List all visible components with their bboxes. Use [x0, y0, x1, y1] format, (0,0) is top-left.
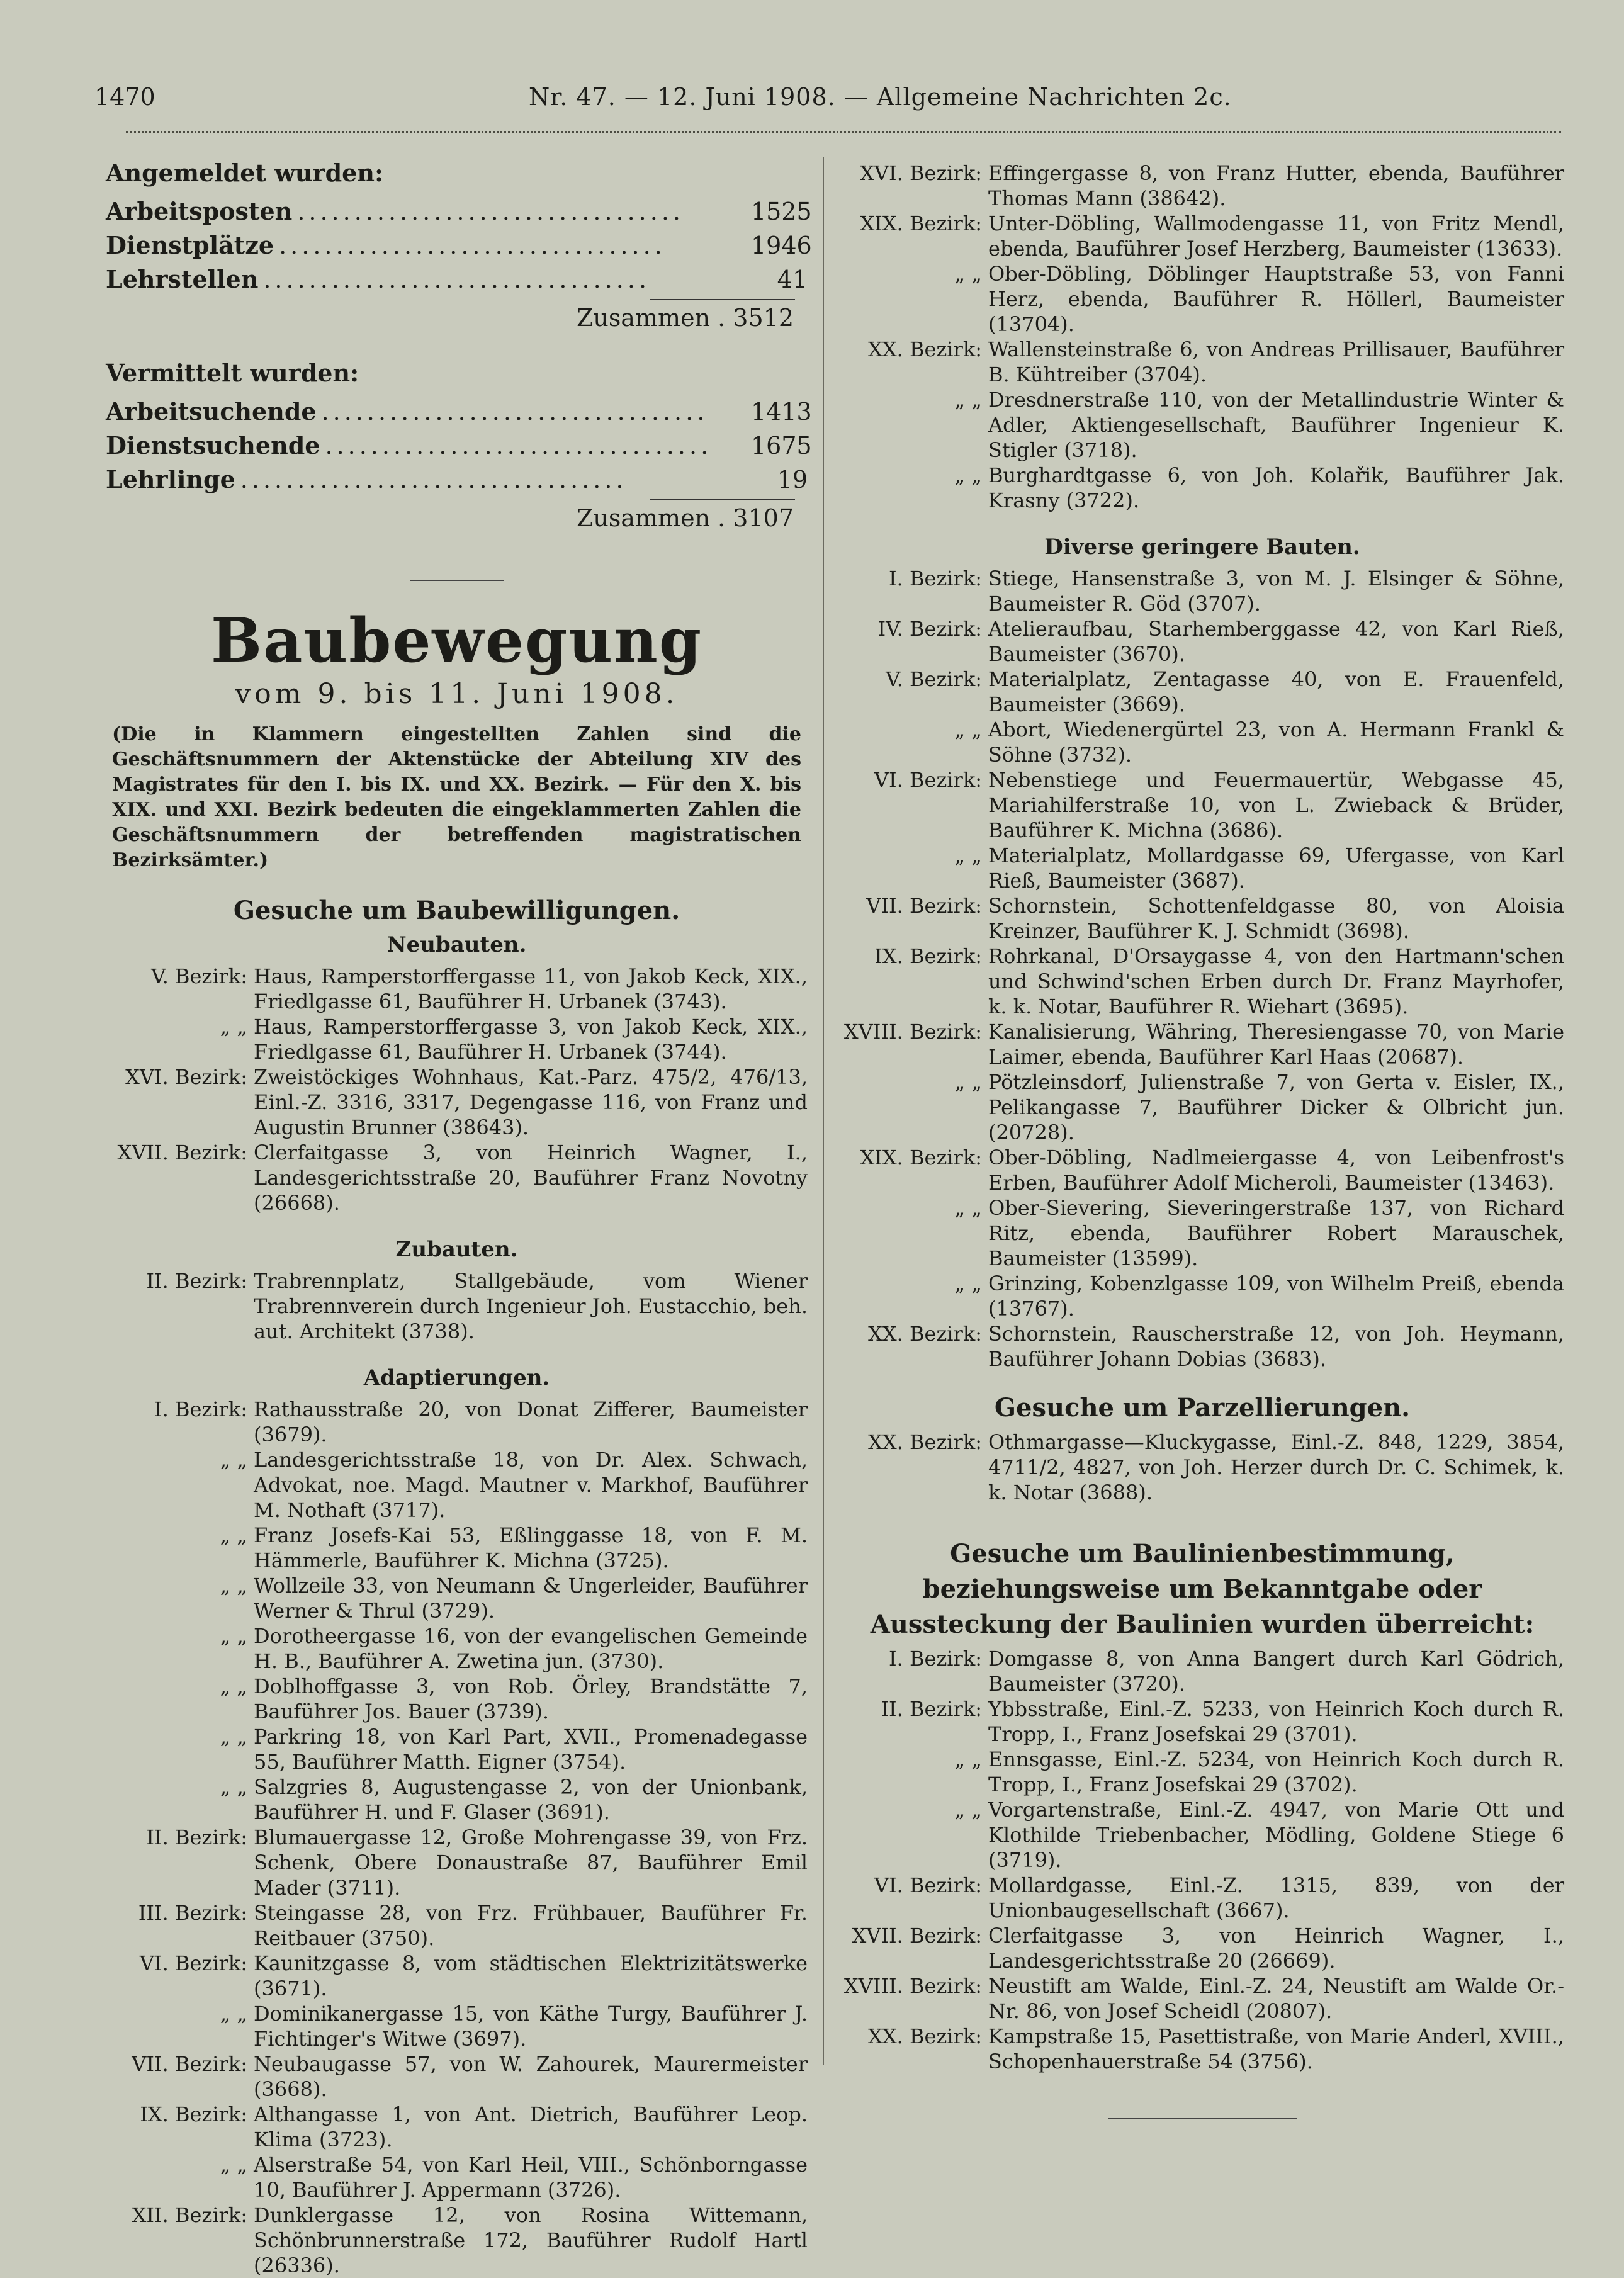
district-label: V. Bezirk:	[886, 667, 982, 691]
list-entry	[840, 1973, 1564, 2024]
district-label: IV. Bezirk:	[877, 617, 982, 641]
entry-text: Nebenstiege und Feuermauertür, Webgasse 45, Mariahilferstraße 10, von L. Zwieback & Brüder, Bauführer K. Michna (3686).	[988, 768, 1564, 842]
diverse-list	[840, 566, 1564, 1372]
entry-text: Rathausstraße 20, von Donat Zifferer, Baumeister (3679).	[254, 1397, 808, 1446]
leader-dots: ..................................	[263, 266, 651, 293]
district-label: „ „	[954, 1272, 982, 1295]
end-rule	[1108, 2118, 1297, 2119]
entry-text: Schornstein, Rauscherstraße 12, von Joh. Heymann, Bauführer Johann Dobias (3683).	[988, 1322, 1564, 1371]
district-label: XVI. Bezirk:	[860, 161, 982, 185]
list-entry	[840, 1069, 1564, 1145]
stat-row	[106, 228, 812, 262]
district-label: VII. Bezirk:	[132, 2052, 247, 2076]
district-label: XVII. Bezirk:	[852, 1924, 982, 1948]
section-heading: Gesuche um Baubewilligungen.	[233, 896, 680, 925]
entry-text: Vorgartenstraße, Einl.-Z. 4947, von Marie Ott und Klothilde Triebenbacher, Mödling, Goldene Stiege 6 (3719).	[988, 1798, 1564, 1872]
list-entry	[840, 944, 1564, 1019]
list-entry	[106, 1268, 808, 1344]
district-label: XX. Bezirk:	[868, 337, 982, 361]
leader-dots: ..................................	[279, 232, 666, 259]
list-entry	[840, 566, 1564, 616]
zubauten-list	[106, 1268, 808, 1344]
district-label: I. Bezirk:	[889, 1647, 982, 1671]
entry-text: Rohrkanal, D'Orsaygasse 4, von den Hartmann'schen und Schwind'schen Erben durch Dr. Franz Mayrhofer, k. k. Notar, Bauführer R. Wiehart (3695).	[988, 944, 1564, 1018]
district-label: III. Bezirk:	[138, 1901, 247, 1925]
adaptierungen-list	[106, 1397, 808, 2278]
section-heading: Gesuche um Baulinienbestimmung, beziehungsweise um Bekanntgabe oder Aussteckung der Baulinien wurden überreicht:	[870, 1539, 1535, 1639]
district-label: „ „	[220, 1725, 247, 1749]
list-entry	[840, 463, 1564, 513]
district-label: IX. Bezirk:	[140, 2102, 247, 2126]
list-entry	[840, 667, 1564, 717]
entry-text: Materialplatz, Mollardgasse 69, Ufergasse, von Karl Rieß, Baumeister (3687).	[988, 843, 1564, 893]
district-label: XVIII. Bezirk:	[843, 1020, 982, 1044]
stat-label: Arbeitsposten	[106, 197, 293, 225]
neubauten-list	[106, 964, 808, 1215]
stat-label: Lehrstellen	[106, 265, 259, 293]
list-entry	[840, 717, 1564, 767]
district-label: V. Bezirk:	[151, 964, 247, 988]
page-header	[94, 83, 1561, 121]
district-label: „ „	[954, 1798, 982, 1822]
entry-text: Domgasse 8, von Anna Bangert durch Karl Gödrich, Baumeister (3720).	[988, 1647, 1564, 1696]
entry-text: Kanalisierung, Währing, Theresiengasse 70, von Marie Laimer, ebenda, Bauführer Karl Haas (20687).	[988, 1020, 1564, 1069]
stat-label: Arbeitsuchende	[106, 397, 317, 426]
entry-text: Neubaugasse 57, von W. Zahourek, Maurermeister (3668).	[254, 2052, 808, 2101]
entry-text: Ennsgasse, Einl.-Z. 5234, von Heinrich Koch durch R. Tropp, I., Franz Josefskai 29 (3702).	[988, 1747, 1564, 1796]
district-label: XIX. Bezirk:	[860, 1146, 982, 1170]
leader-dots: ..................................	[240, 466, 628, 493]
district-label: IX. Bezirk:	[874, 944, 982, 968]
registered-heading: Angemeldet wurden:	[106, 159, 383, 187]
district-label: „ „	[220, 1624, 247, 1648]
entry-text: Burghardtgasse 6, von Joh. Kolařik, Bauführer Jak. Krasny (3722).	[988, 463, 1564, 512]
list-entry	[840, 1873, 1564, 1923]
stat-value: 41	[777, 266, 808, 293]
entry-text: Haus, Ramperstorffergasse 11, von Jakob Keck, XIX., Friedlgasse 61, Bauführer H. Urbanek (3743).	[254, 964, 808, 1013]
district-label: VII. Bezirk:	[866, 894, 982, 918]
entry-text: Haus, Ramperstorffergasse 3, von Jakob Keck, XIX., Friedlgasse 61, Bauführer H. Urbanek (3744).	[254, 1015, 808, 1064]
district-label: VI. Bezirk:	[874, 1873, 982, 1897]
running-title: Nr. 47. — 12. Juni 1908. — Allgemeine Nachrichten 2c.	[529, 83, 1232, 111]
district-label: „ „	[954, 262, 982, 286]
adaptierungen-list-continued	[840, 161, 1564, 513]
entry-text: Blumauergasse 12, Große Mohrengasse 39, von Frz. Schenk, Obere Donaustraße 87, Bauführer Emil Mader (3711).	[254, 1825, 808, 1900]
list-entry	[840, 337, 1564, 387]
article-subtitle: vom 9. bis 11. Juni 1908.	[235, 678, 679, 710]
list-entry	[840, 1195, 1564, 1271]
entry-text: Ybbsstraße, Einl.-Z. 5233, von Heinrich Koch durch R. Tropp, I., Franz Josefskai 29 (3701).	[988, 1697, 1564, 1746]
section-rule	[410, 580, 504, 581]
stat-row	[106, 262, 808, 296]
subsection-heading: Adaptierungen.	[363, 1365, 550, 1390]
list-entry	[840, 1797, 1564, 1873]
list-entry	[840, 616, 1564, 667]
list-entry	[840, 843, 1564, 893]
list-entry	[106, 1064, 808, 1140]
entry-text: Parkring 18, von Karl Part, XVII., Promenadegasse 55, Bauführer Matth. Eigner (3754).	[254, 1725, 808, 1774]
entry-text: Salzgries 8, Augustengasse 2, von der Unionbank, Bauführer H. und F. Glaser (3691).	[254, 1775, 808, 1824]
district-label: XIX. Bezirk:	[860, 211, 982, 235]
entry-text: Stiege, Hansenstraße 3, von M. J. Elsinger & Söhne, Baumeister R. Göd (3707).	[988, 567, 1564, 616]
list-entry	[106, 1014, 808, 1064]
list-entry	[840, 1019, 1564, 1069]
district-label: II. Bezirk:	[881, 1697, 982, 1721]
list-entry	[840, 1696, 1564, 1747]
district-label: „ „	[954, 1070, 982, 1094]
entry-text: Effingergasse 8, von Franz Hutter, ebenda, Bauführer Thomas Mann (38642).	[988, 161, 1564, 210]
leader-dots: ..................................	[297, 198, 685, 225]
district-label: I. Bezirk:	[889, 567, 982, 590]
entry-text: Mollardgasse, Einl.-Z. 1315, 839, von der Unionbaugesellschaft (3667).	[988, 1873, 1564, 1922]
district-label: XVII. Bezirk:	[117, 1141, 247, 1164]
section-heading: Gesuche um Parzellierungen.	[994, 1393, 1411, 1423]
district-label: XVIII. Bezirk:	[843, 1974, 982, 1998]
entry-text: Wollzeile 33, von Neumann & Ungerleider, Bauführer Werner & Thrul (3729).	[254, 1574, 808, 1623]
list-entry	[106, 1900, 808, 1951]
entry-text: Schornstein, Schottenfeldgasse 80, von Aloisia Kreinzer, Bauführer K. J. Schmidt (3698).	[988, 894, 1564, 943]
district-label: II. Bezirk:	[146, 1269, 247, 1293]
entry-text: Wallensteinstraße 6, von Andreas Prillisauer, Bauführer B. Kühtreiber (3704).	[988, 337, 1564, 386]
entry-text: Grinzing, Kobenzlgasse 109, von Wilhelm Preiß, ebenda (13767).	[988, 1272, 1564, 1321]
district-label: VI. Bezirk:	[139, 1951, 247, 1975]
parzellierungen-list	[840, 1429, 1564, 1505]
header-divider	[126, 131, 1561, 140]
list-entry	[106, 1523, 808, 1573]
entry-text: Neustift am Walde, Einl.-Z. 24, Neustift am Walde Or.-Nr. 86, von Josef Scheidl (20807).	[988, 1974, 1564, 2023]
entry-text: Dominikanergasse 15, von Käthe Turgy, Bauführer J. Fichtinger's Witwe (3697).	[254, 2002, 808, 2051]
district-label: II. Bezirk:	[146, 1825, 247, 1849]
district-label: „ „	[954, 463, 982, 487]
article-title: Baubewegung	[211, 605, 702, 676]
district-label: „ „	[220, 2002, 247, 2026]
district-label: „ „	[220, 1015, 247, 1039]
list-entry	[106, 2102, 808, 2152]
stat-label: Lehrlinge	[106, 465, 235, 493]
subsection-heading: Diverse geringere Bauten.	[1044, 534, 1360, 560]
list-entry	[840, 1271, 1564, 1321]
district-label: „ „	[954, 718, 982, 741]
registered-total: Zusammen . 3512	[576, 304, 794, 332]
district-label: „ „	[220, 1574, 247, 1598]
list-entry	[106, 1724, 808, 1774]
district-label: „ „	[220, 1448, 247, 1472]
entry-text: Doblhoffgasse 3, von Rob. Örley, Brandstätte 7, Bauführer Jos. Bauer (3739).	[254, 1674, 808, 1723]
list-entry	[106, 2051, 808, 2102]
list-entry	[840, 161, 1564, 211]
leader-dots: ..................................	[321, 398, 709, 426]
entry-text: Dunklergasse 12, von Rosina Wittemann, Schönbrunnerstraße 172, Bauführer Rudolf Hartl (26336).	[254, 2203, 808, 2277]
list-entry	[840, 1321, 1564, 1372]
entry-text: Kampstraße 15, Pasettistraße, von Marie Anderl, XVIII., Schopenhauerstraße 54 (3756).	[988, 2024, 1564, 2073]
district-label: „ „	[954, 1196, 982, 1220]
entry-text: Dresdnerstraße 110, von der Metallindustrie Winter & Adler, Aktiengesellschaft, Bauführer Ingenieur K. Stigler (3718).	[988, 388, 1564, 462]
district-label: „ „	[220, 1775, 247, 1799]
district-label: I. Bezirk:	[154, 1397, 247, 1421]
list-entry	[840, 1429, 1564, 1505]
entry-text: Abort, Wiedenergürtel 23, von A. Hermann Frankl & Söhne (3732).	[988, 718, 1564, 767]
column-divider	[823, 157, 824, 2065]
entry-text: Steingasse 28, von Frz. Frühbauer, Bauführer Fr. Reitbauer (3750).	[254, 1901, 808, 1950]
district-label: „ „	[954, 388, 982, 412]
district-label: „ „	[954, 843, 982, 867]
list-entry	[106, 1623, 808, 1674]
list-entry	[840, 893, 1564, 944]
list-entry	[106, 1825, 808, 1900]
district-label: XX. Bezirk:	[868, 2024, 982, 2048]
subsection-heading: Neubauten.	[386, 932, 527, 957]
page-number: 1470	[94, 83, 155, 111]
list-entry	[840, 1646, 1564, 1696]
article-note: (Die in Klammern eingestellten Zahlen sind die Geschäftsnummern der Aktenstücke der Abteilung XIV des Magistrates für den I. bis IX. und XX. Bezirk. — Für den X. bis XIX. und XXI. Bezirk bedeuten die eingeklammerten Zahlen die Geschäftsnummern der betreffenden magistratischen Bezirksämter.)	[112, 723, 801, 871]
list-entry	[106, 1774, 808, 1825]
list-entry	[840, 1145, 1564, 1195]
district-label: XII. Bezirk:	[132, 2203, 247, 2227]
district-label: VI. Bezirk:	[874, 768, 982, 792]
entry-text: Franz Josefs-Kai 53, Eßlinggasse 18, von F. M. Hämmerle, Bauführer K. Michna (3725).	[254, 1523, 808, 1572]
entry-text: Atelieraufbau, Starhemberggasse 42, von Karl Rieß, Baumeister (3670).	[988, 617, 1564, 666]
list-entry	[106, 1951, 808, 2001]
entry-text: Dorotheergasse 16, von der evangelischen Gemeinde H. B., Bauführer A. Zwetina jun. (3730).	[254, 1624, 808, 1673]
stat-row	[106, 395, 812, 429]
stat-value: 19	[777, 466, 808, 493]
entry-text: Ober-Sievering, Sieveringerstraße 137, von Richard Ritz, ebenda, Bauführer Robert Marauschek, Baumeister (13599).	[988, 1196, 1564, 1270]
entry-text: Ober-Döbling, Nadlmeiergasse 4, von Leibenfrost's Erben, Bauführer Adolf Micheroli, Baumeister (13463).	[988, 1146, 1564, 1195]
subsection-heading: Zubauten.	[395, 1237, 518, 1262]
stat-value: 1525	[751, 198, 812, 225]
stat-value: 1675	[751, 432, 812, 460]
stat-value: 1946	[751, 232, 812, 259]
district-label: „ „	[220, 1674, 247, 1698]
list-entry	[840, 1923, 1564, 1973]
leader-dots: ..................................	[325, 432, 713, 460]
placed-heading: Vermittelt wurden:	[106, 359, 359, 387]
list-entry	[840, 1747, 1564, 1797]
list-entry	[840, 2024, 1564, 2074]
left-column	[106, 159, 812, 2278]
entry-text: Alserstraße 54, von Karl Heil, VIII., Schönborngasse 10, Bauführer J. Appermann (3726).	[254, 2153, 808, 2202]
list-entry	[840, 261, 1564, 337]
entry-text: Othmargasse—Kluckygasse, Einl.-Z. 848, 1229, 3854, 4711/2, 4827, von Joh. Herzer durch Dr. C. Schimek, k. k. Notar (3688).	[988, 1430, 1564, 1504]
entry-text: Trabrennplatz, Stallgebäude, vom Wiener Trabrennverein durch Ingenieur Joh. Eustacchio, beh. aut. Architekt (3738).	[254, 1269, 808, 1343]
list-entry	[106, 1573, 808, 1623]
entry-text: Clerfaitgasse 3, von Heinrich Wagner, I., Landesgerichtsstraße 20, Bauführer Franz Novotny (26668).	[254, 1141, 808, 1215]
district-label: „ „	[954, 1747, 982, 1771]
list-entry	[106, 964, 808, 1014]
entry-text: Materialplatz, Zentagasse 40, von E. Frauenfeld, Baumeister (3669).	[988, 667, 1564, 716]
list-entry	[106, 1447, 808, 1523]
entry-text: Unter-Döbling, Wallmodengasse 11, von Fritz Mendl, ebenda, Bauführer Josef Herzberg, Baumeister (13633).	[988, 211, 1564, 261]
district-label: XVI. Bezirk:	[125, 1065, 247, 1089]
baulinien-list	[840, 1646, 1564, 2074]
list-entry	[106, 1674, 808, 1724]
entry-text: Landesgerichtsstraße 18, von Dr. Alex. Schwach, Advokat, noe. Magd. Mautner v. Markhof, Bauführer M. Nothaft (3717).	[254, 1448, 808, 1522]
stat-label: Dienstplätze	[106, 231, 274, 259]
placed-total: Zusammen . 3107	[576, 504, 794, 532]
list-entry	[106, 2152, 808, 2202]
stat-row	[106, 195, 812, 228]
entry-text: Clerfaitgasse 3, von Heinrich Wagner, I., Landesgerichtsstraße 20 (26669).	[988, 1924, 1564, 1973]
list-entry	[106, 2001, 808, 2051]
stat-row	[106, 429, 812, 463]
entry-text: Zweistöckiges Wohnhaus, Kat.-Parz. 475/2, 476/13, Einl.-Z. 3316, 3317, Degengasse 116, von Franz und Augustin Brunner (38643).	[254, 1065, 808, 1139]
stat-label: Dienstsuchende	[106, 431, 320, 460]
entry-text: Pötzleinsdorf, Julienstraße 7, von Gerta v. Eisler, IX., Pelikangasse 7, Bauführer Dicker & Olbricht jun. (20728).	[988, 1070, 1564, 1144]
list-entry	[840, 767, 1564, 843]
entry-text: Kaunitzgasse 8, vom städtischen Elektrizitätswerke (3671).	[254, 1951, 808, 2000]
district-label: „ „	[220, 1523, 247, 1547]
stat-row	[106, 463, 808, 497]
list-entry	[840, 387, 1564, 463]
list-entry	[840, 211, 1564, 261]
right-column	[840, 161, 1564, 2119]
list-entry	[106, 2202, 808, 2278]
list-entry	[106, 1397, 808, 1447]
district-label: XX. Bezirk:	[868, 1430, 982, 1454]
district-label: „ „	[220, 2153, 247, 2177]
entry-text: Althangasse 1, von Ant. Dietrich, Bauführer Leop. Klima (3723).	[254, 2102, 808, 2151]
entry-text: Ober-Döbling, Döblinger Hauptstraße 53, von Fanni Herz, ebenda, Bauführer R. Höllerl, Baumeister (13704).	[988, 262, 1564, 336]
list-entry	[106, 1140, 808, 1215]
stat-value: 1413	[751, 398, 812, 426]
district-label: XX. Bezirk:	[868, 1322, 982, 1346]
